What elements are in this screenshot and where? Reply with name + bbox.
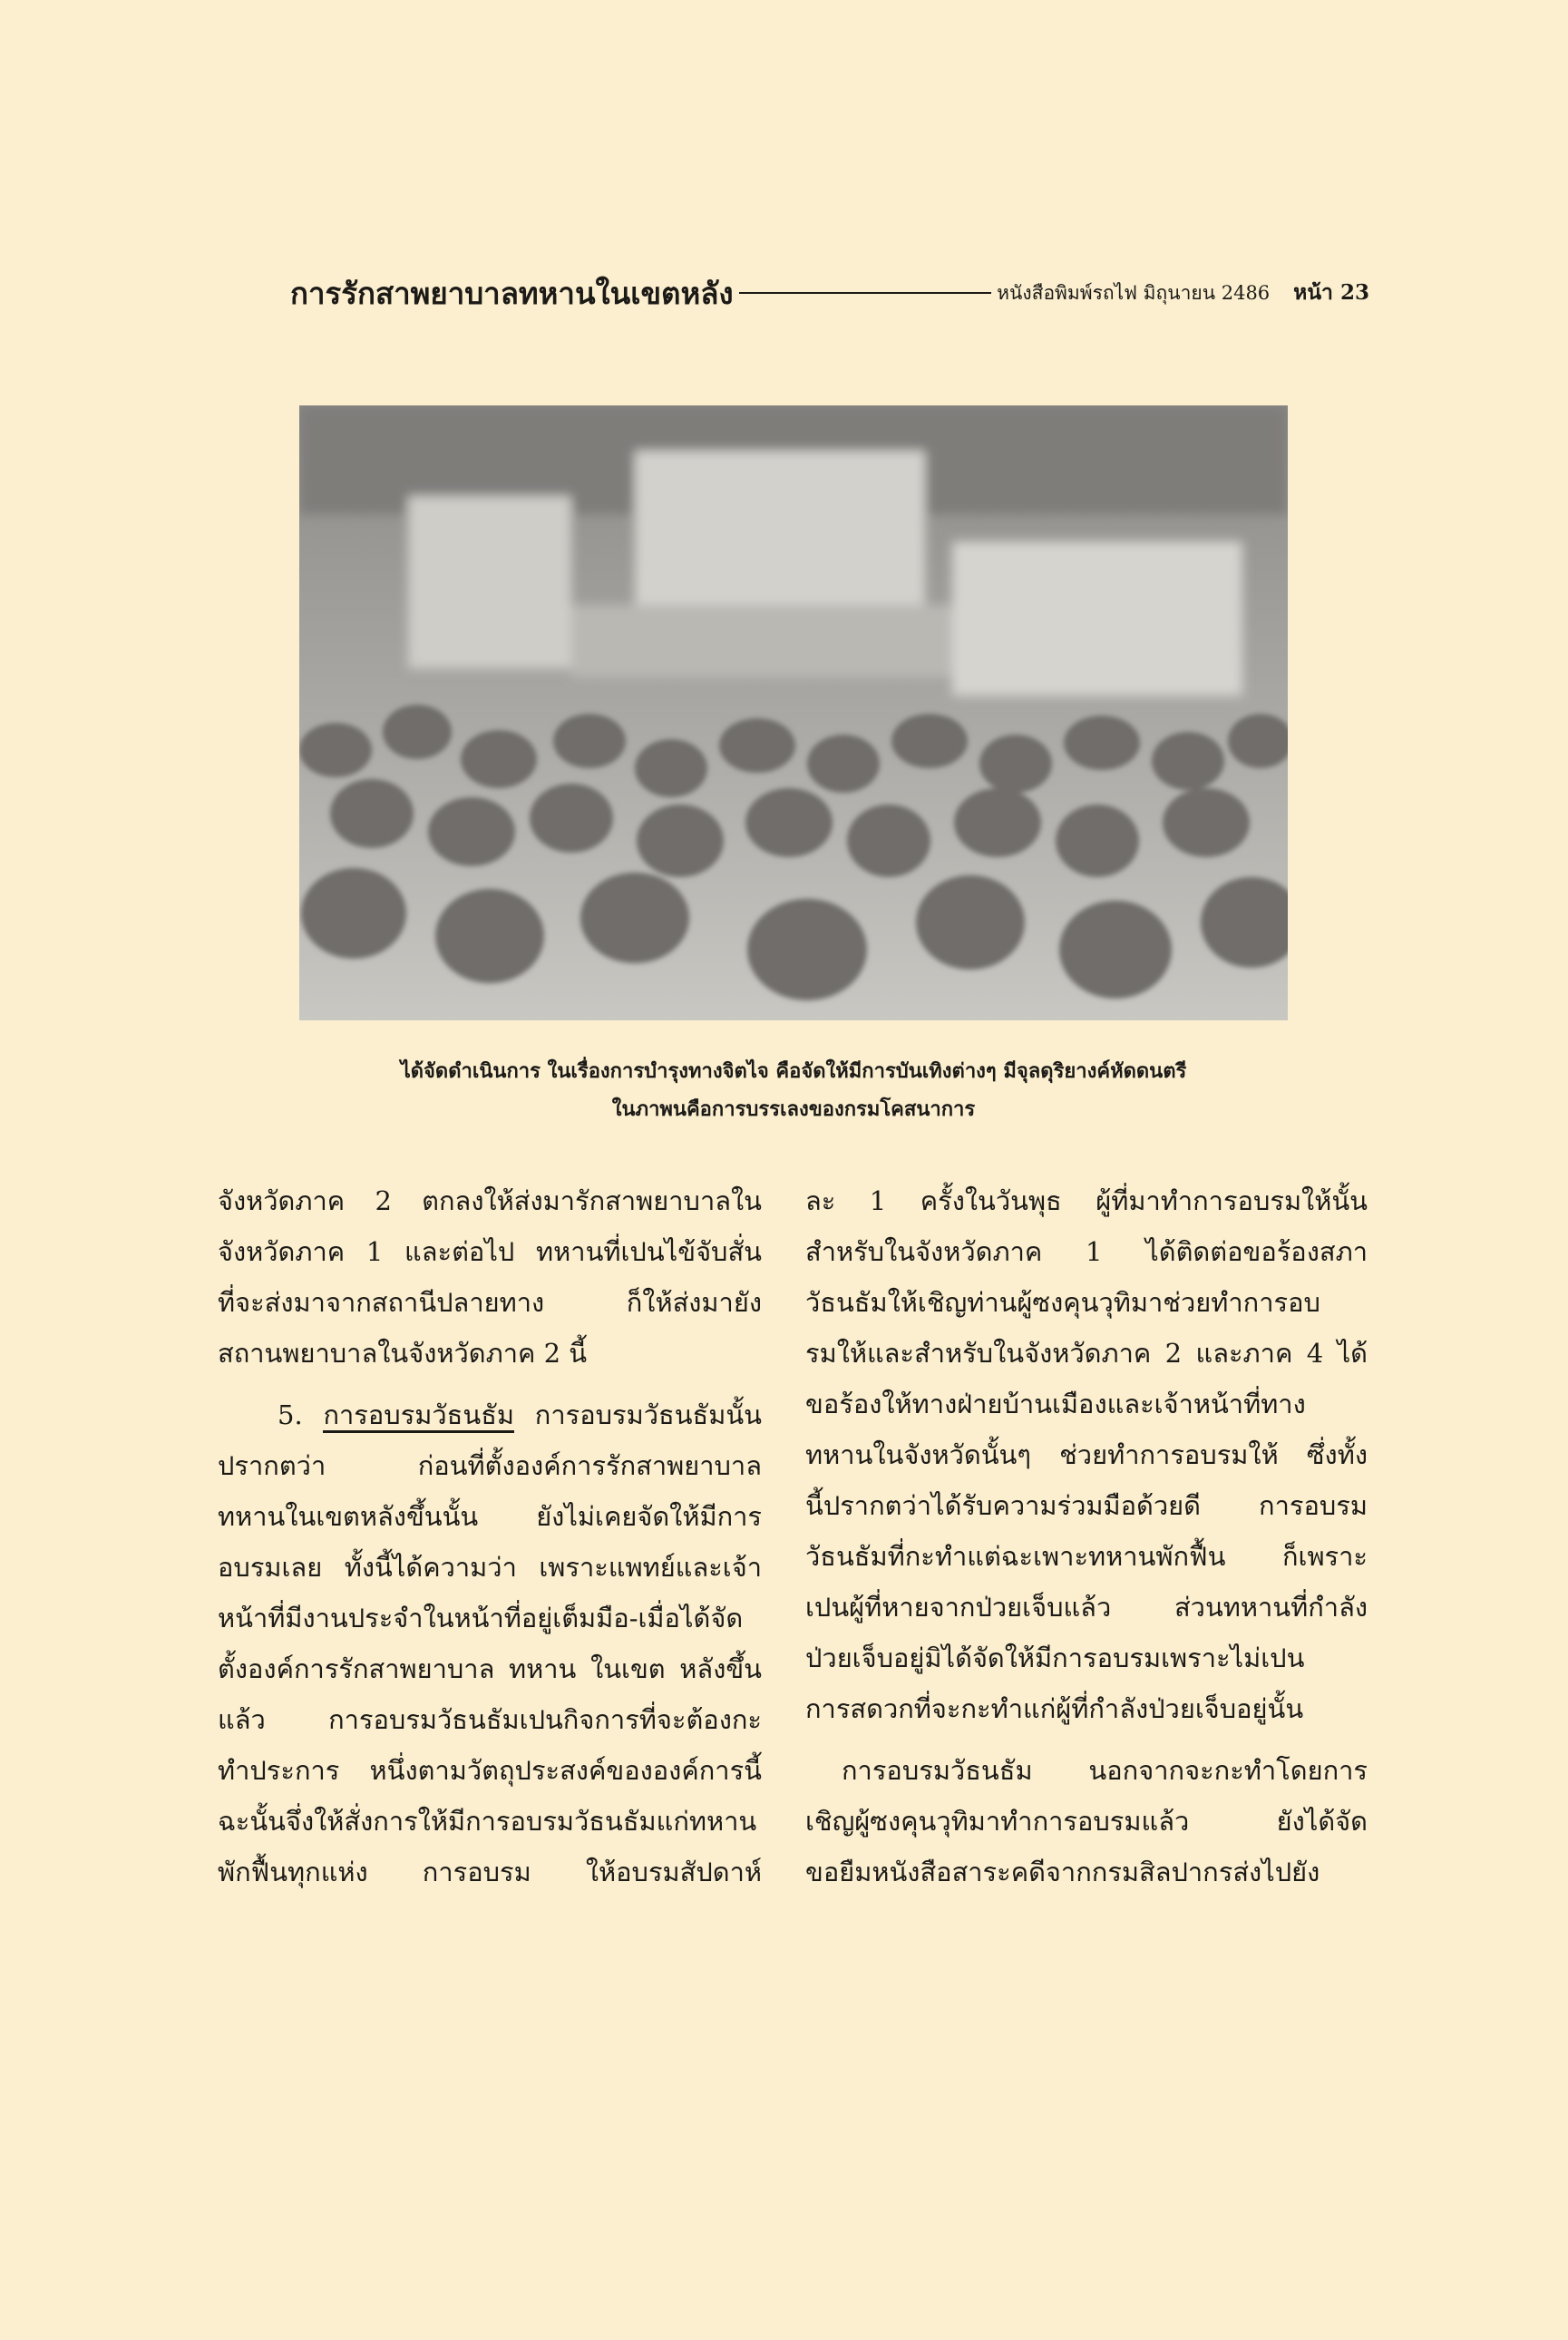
section-title: การอบรมวัธนธัม: [323, 1399, 514, 1433]
caption-line: ในภาพนคือการบรรเลงของกรมโคสนาการ: [611, 1097, 976, 1121]
caption-line: ได้จัดดำเนินการ ในเรื่องการบำรุงทางจิตไจ คือจัดให้มีการบันเทิงต่างๆ มีจุลดุริยางค์หัดดนตรี: [400, 1059, 1187, 1083]
text-line: การสดวกที่จะกะทำแก่ผู้ที่กำลังป่วยเจ็บอยู่นั้น: [805, 1693, 1304, 1724]
text-line: ฉะนั้นจึ่งให้สั่งการให้มีการอบรมวัธนธัมแก่ทหาน: [218, 1806, 757, 1837]
text-line: แล้ว การอบรมวัธนธัมเปนกิจการที่จะต้องกะ: [218, 1704, 762, 1735]
photo-caption: [272, 1052, 1315, 1128]
photo-illustration: [299, 405, 1288, 1020]
header-rule: [739, 292, 992, 294]
right-column: [805, 1175, 1368, 1897]
concert-photo: [299, 405, 1288, 1020]
text-line: วัธนธัมที่กะทำแต่ฉะเพาะทหานพักฟื้น ก็เพราะ: [805, 1541, 1368, 1572]
article-title: การรักสาพยาบาลทหานในเขตหลัง: [290, 275, 734, 311]
text-line: ทหานในจังหวัดนั้นๆ ช่วยทำการอบรมให้ ซึ่งทั้ง: [805, 1439, 1368, 1470]
text-line: รมให้และสำหรับในจังหวัดภาค 2 และภาค 4 ได้: [805, 1338, 1368, 1369]
running-header: [290, 270, 1369, 316]
section-lead: การอบรมวัธนธัมนั้น: [534, 1399, 762, 1430]
text-line: สถานพยาบาลในจังหวัดภาค 2 นี้: [218, 1338, 588, 1369]
text-line: พักฟื้นทุกแห่ง การอบรม ให้อบรมสัปดาห์: [218, 1857, 762, 1887]
text-line: อบรมเลย ทั้งนี้ได้ความว่า เพราะแพทย์และเจ้า: [218, 1552, 762, 1583]
text-line: ละ 1 ครั้งในวันพุธ ผู้ที่มาทำการอบรมให้นั้น: [805, 1185, 1368, 1216]
text-line: ทำประการ หนึ่งตามวัตถุประสงค์ขององค์การนี้: [218, 1755, 762, 1786]
text-line: หน้าที่มีงานประจำในหน้าที่อยู่เต็มมือ-เมื่อได้จัด: [218, 1603, 744, 1633]
text-line: ขอร้องให้ทางฝ่ายบ้านเมืองและเจ้าหน้าที่ทาง: [805, 1389, 1306, 1419]
page-number: หน้า 23: [1293, 280, 1369, 305]
section-heading-line: [218, 1389, 762, 1440]
text-line: จังหวัดภาค 1 และต่อไป ทหานที่เปนไข้จับสั่น: [218, 1236, 762, 1267]
text-line: จังหวัดภาค 2 ตกลงให้ส่งมารักสาพยาบาลใน: [218, 1185, 762, 1216]
text-line: ที่จะส่งมาจากสถานีปลายทาง ก็ให้ส่งมายัง: [218, 1287, 762, 1318]
section-number: 5.: [278, 1399, 303, 1430]
text-line: การอบรมวัธนธัม นอกจากจะกะทำโดยการ: [842, 1755, 1368, 1786]
text-line: ขอยืมหนังสือสาระคดีจากกรมสิลปากรส่งไปยัง: [805, 1857, 1320, 1887]
text-line: ปรากตว่า ก่อนที่ตั้งองค์การรักสาพยาบาล: [218, 1450, 762, 1481]
text-line: เปนผู้ที่หายจากป่วยเจ็บแล้ว ส่วนทหานที่กำลัง: [805, 1592, 1368, 1623]
text-line: นี้ปรากตว่าได้รับความร่วมมือด้วยดี การอบรม: [805, 1490, 1368, 1521]
publication-info: หนังสือพิมพ์รถไฟ มิถุนายน 2486: [997, 281, 1271, 304]
text-line: สำหรับในจังหวัดภาค 1 ได้ติดต่อขอร้องสภา: [805, 1236, 1368, 1267]
text-line: ป่วยเจ็บอยู่มิได้จัดให้มีการอบรมเพราะไม่เปน: [805, 1643, 1305, 1673]
left-column: [218, 1175, 762, 1897]
text-line: เชิญผู้ซงคุนวุทิมาทำการอบรมแล้ว ยังได้จัด: [805, 1806, 1368, 1837]
text-line: ตั้งองค์การรักสาพยาบาล ทหาน ในเขต หลังขึ้น: [218, 1653, 762, 1684]
text-line: วัธนธัมให้เชิญท่านผู้ซงคุนวุทิมาช่วยทำการอบ: [805, 1287, 1320, 1318]
text-line: ทหานในเขตหลังขึ้นนั้น ยังไม่เคยจัดให้มีการ: [218, 1501, 762, 1532]
